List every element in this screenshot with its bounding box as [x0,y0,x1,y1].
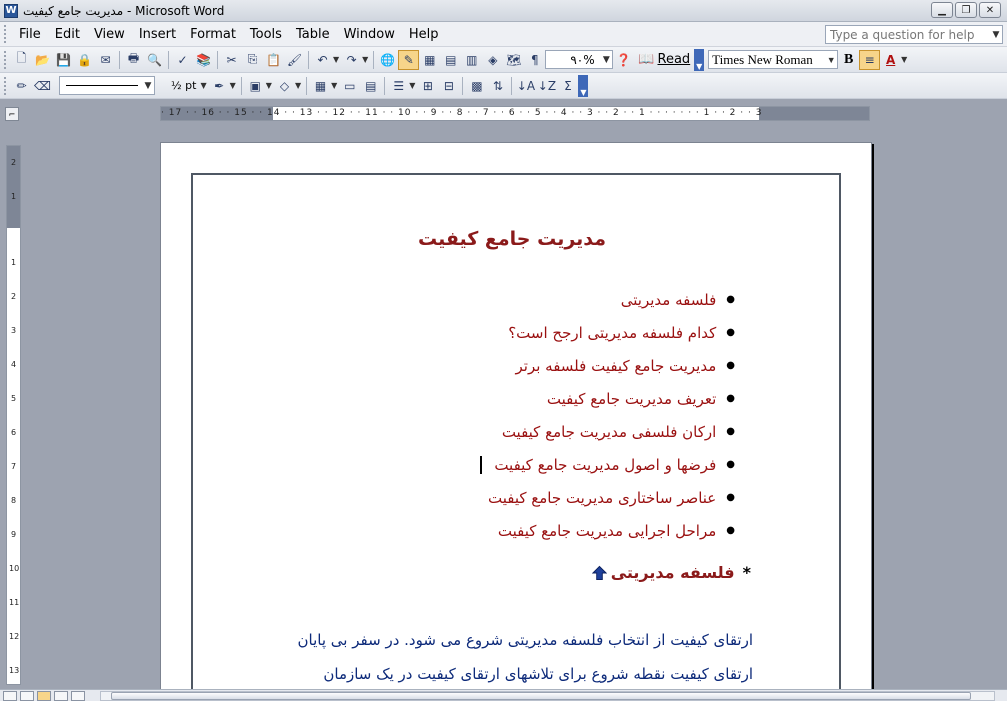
insert-table-button[interactable] [419,50,440,70]
list-item-text: فرضها و اصول مديريت جامع کيفيت [494,455,717,474]
list-item[interactable] [480,283,735,316]
print-layout-view-button[interactable] [37,691,51,701]
bullet-icon: ● [726,426,735,437]
bullet-list [480,283,735,547]
print-preview-button[interactable] [144,50,165,70]
insert-table-menu-button[interactable] [310,76,331,96]
email-icon: ✉ [100,52,111,67]
research-button[interactable] [193,50,214,70]
cut-button[interactable] [221,50,242,70]
bullet-icon: ● [726,525,735,536]
eraser-icon: ⌫ [34,78,51,93]
scrollbar-thumb[interactable] [111,692,971,700]
menu-format[interactable]: Format [190,26,236,42]
vruler-tick: 5 [10,394,17,403]
sort-descending-icon: ↓Z [537,78,557,93]
text-cursor [480,456,482,474]
vruler-tick: 11 [9,598,20,607]
chevron-down-icon[interactable]: ▼ [229,81,236,90]
table-icon: ▦ [314,78,327,93]
bold-button[interactable] [838,50,859,70]
chevron-down-icon[interactable]: ▼ [333,55,340,64]
paste-button[interactable] [263,50,284,70]
toolbar-grip[interactable] [4,51,8,69]
bullet-icon: ● [726,393,735,404]
list-item[interactable] [480,481,735,514]
vruler-tick: 9 [10,530,17,539]
list-item[interactable] [480,316,735,349]
toolbar-grip[interactable] [4,77,8,95]
copy-button[interactable] [242,50,263,70]
paint-bucket-icon: ◇ [279,78,290,93]
toolbar-separator [373,51,374,69]
chevron-down-icon[interactable]: ▼ [602,54,610,65]
list-item-text: عناصر ساختاری مديريت جامع کيفيت [488,488,717,507]
maximize-button[interactable] [955,2,977,18]
tab-stop-icon: ⌐ [8,109,16,119]
pencil-table-icon: ✎ [403,52,414,67]
toolbar-separator [217,51,218,69]
book-icon: 📖 [638,52,655,67]
section-heading[interactable] [592,563,751,582]
toolbar-separator [119,51,120,69]
chevron-down-icon[interactable]: ▼ [265,81,272,90]
print-button[interactable] [123,50,144,70]
merge-cells-button[interactable] [339,76,360,96]
sigma-icon: Σ [564,78,572,93]
undo-icon: ↶ [317,52,328,67]
list-item[interactable] [480,349,735,382]
eraser-button[interactable] [32,76,53,96]
document-map-icon: 🗺 [506,52,522,67]
bullet-icon: ● [726,360,735,371]
new-document-icon: 🗋 [16,51,27,65]
list-item[interactable] [480,514,735,547]
menu-insert[interactable]: Insert [138,26,177,42]
bold-icon: B [844,51,854,67]
drawing-button[interactable] [482,50,503,70]
toolbar-separator [306,77,307,95]
printer-icon: 🖶 [127,51,140,65]
section-heading-text: فلسفه مديريتی [610,563,735,582]
vruler-tick: 12 [9,632,20,641]
sort-descending-button[interactable] [536,76,557,96]
menu-grip[interactable] [4,25,8,43]
list-item-text: تعريف مديريت جامع کيفيت [546,389,717,408]
zoom-value: ٩٠% [570,52,595,67]
close-icon: ✕ [985,4,995,16]
toolbar-separator [308,51,309,69]
list-item-text: کدام فلسفه مديريتی ارجح است؟ [508,323,717,342]
borders-icon: ▣ [249,78,261,93]
split-cells-button[interactable] [360,76,381,96]
spreadsheet-icon: ▤ [445,52,457,67]
autoformat-button[interactable] [466,76,487,96]
tab-selector[interactable] [5,107,19,121]
redo-icon: ↷ [346,52,357,67]
window-title: مديريت جامع کيفيت - Microsoft Word [23,3,225,18]
menu-help[interactable]: Help [408,26,439,42]
table-autoformat-icon: ▩ [471,78,483,93]
menu-table[interactable]: Table [295,26,330,42]
vruler-tick: 1 [10,258,17,267]
help-placeholder: Type a question for help [830,27,975,42]
help-icon: ❓ [616,52,632,67]
chevron-down-icon: ▼ [696,61,703,71]
toolbar-separator [384,77,385,95]
distribute-columns-button[interactable] [438,76,459,96]
insert-excel-button[interactable] [440,50,461,70]
font-color-button[interactable] [880,50,901,70]
up-arrow-icon[interactable] [592,565,607,581]
paragraph-line[interactable]: ارتقای کيفيت از انتخاب فلسفه مديريتی شروع می شود. در سفر بی پايان [297,631,753,649]
vruler-tick: 2 [10,158,17,167]
vruler-tick: 4 [10,360,17,369]
save-button[interactable] [53,50,74,70]
distribute-columns-icon: ⊟ [443,78,454,93]
hyperlink-button[interactable] [377,50,398,70]
help-button[interactable] [613,50,634,70]
show-hide-button[interactable] [524,50,545,70]
chevron-down-icon[interactable]: ▼ [200,81,207,90]
align-right-button[interactable] [859,50,880,70]
folder-open-icon: 📂 [35,52,50,67]
pencil-icon: ✏ [16,78,27,93]
paragraph-line[interactable]: ارتقای کيفيت نقطه شروع برای تلاشهای ارتقای کيفيت در يک سازمان [323,665,753,683]
columns-button[interactable] [461,50,482,70]
permission-button[interactable] [74,50,95,70]
text-direction-icon: ⇅ [492,78,503,93]
chevron-down-icon[interactable]: ▼ [331,81,338,90]
vruler-tick: 7 [10,462,17,471]
document-title[interactable]: مديريت جامع کيفيت [417,228,607,250]
spellcheck-icon: ✓ [177,52,188,67]
chevron-down-icon[interactable]: ▼ [992,29,1000,40]
read-label: Read [657,52,691,67]
menu-view[interactable]: View [93,26,125,42]
chevron-down-icon: ▼ [580,87,587,97]
undo-button[interactable] [312,50,333,70]
research-icon: 📚 [196,52,211,67]
standard-toolbar [0,47,1007,73]
ruler-row [0,99,1007,129]
line-weight-select[interactable]: ½ pt [171,79,197,92]
menu-edit[interactable]: Edit [54,26,80,42]
font-color-icon: A [886,52,896,67]
tables-borders-toolbar [0,73,1007,99]
font-name-select[interactable] [708,50,838,69]
chevron-down-icon[interactable]: ▼ [826,54,836,65]
toolbar-separator [511,77,512,95]
pilcrow-icon: ¶ [530,52,539,67]
list-item-text: ارکان فلسفی مديريت جامع کيفيت [501,422,717,441]
document-map-button[interactable] [503,50,524,70]
vruler-tick: 1 [10,192,17,201]
align-right-icon: ≡ [864,52,875,67]
paste-icon: 📋 [266,52,281,67]
open-button[interactable] [32,50,53,70]
globe-link-icon: 🌐 [380,52,396,67]
bullet-icon: ● [726,327,735,338]
menu-bar [0,22,1007,47]
outline-view-button[interactable] [54,691,68,701]
chevron-down-icon[interactable]: ▼ [144,80,152,91]
permission-icon: 🔒 [77,52,92,67]
list-item-text: فلسفه مديريتی [620,290,717,309]
line-style-preview [66,85,138,86]
copy-icon: ⎘ [247,52,258,66]
merge-cells-icon: ▭ [344,78,356,93]
vertical-ruler[interactable] [6,145,21,685]
border-color-button[interactable] [209,76,230,96]
chevron-down-icon[interactable]: ▼ [362,55,369,64]
bullet-icon: ● [726,459,735,470]
distribute-rows-icon: ⊞ [422,78,433,93]
list-item[interactable] [480,382,735,415]
vruler-tick: 8 [10,496,17,505]
normal-view-button[interactable] [3,691,17,701]
list-item-text: مراحل اجرايی مديريت جامع کيفيت [497,521,717,540]
view-scroll-bar [0,689,1007,701]
restore-icon: ❐ [961,4,971,16]
print-preview-icon: 🔍 [147,52,162,67]
minimize-button[interactable] [931,2,953,18]
list-item[interactable] [480,448,735,481]
text-direction-button[interactable] [487,76,508,96]
vruler-tick: 13 [9,666,20,675]
ruler-ticks: · 17 · · 16 · · 15 · · 14 · · 13 · · 12 · · 11 · · 10 · · 9 · · 8 · · 7 · · 6 · · 5 · · 4 · · 3 · · 2 · · 1 · · · · · · · 1 · · 2 · · 3 [161,108,763,118]
draw-table-button[interactable] [11,76,32,96]
chevron-down-icon[interactable]: ▼ [409,81,416,90]
toolbar-options-button[interactable] [578,75,588,97]
word-app-icon[interactable]: W [5,5,17,16]
borders-button[interactable] [245,76,266,96]
distribute-rows-button[interactable] [417,76,438,96]
columns-icon: ▥ [466,52,478,67]
toolbar-separator [462,77,463,95]
sort-ascending-button[interactable] [515,76,536,96]
close-button[interactable] [979,2,1001,18]
minimize-icon: ▁ [938,4,946,16]
font-name-value: Times New Roman [712,51,813,67]
pen-color-icon: ✒ [214,78,225,93]
web-layout-view-button[interactable] [20,691,34,701]
scissors-icon: ✂ [226,52,237,67]
help-search-input[interactable] [825,25,1003,44]
menu-tools[interactable]: Tools [249,26,282,42]
align-cell-button[interactable] [388,76,409,96]
spelling-button[interactable] [172,50,193,70]
sort-ascending-icon: ↓A [516,78,536,93]
table-icon: ▦ [424,52,436,67]
save-icon: 💾 [56,52,71,67]
bullet-icon: ● [726,492,735,503]
horizontal-ruler[interactable] [160,106,870,121]
line-style-select[interactable] [59,76,155,95]
section-star: * [742,563,751,582]
shading-button[interactable] [274,76,295,96]
chevron-down-icon[interactable]: ▼ [901,55,908,64]
list-item-text: مديريت جامع کيفيت فلسفه برتر [515,356,717,375]
vruler-tick: 10 [9,564,20,573]
brush-icon: 🖌 [286,52,303,67]
tables-borders-button[interactable] [398,50,419,70]
toolbar-options-button[interactable] [694,49,704,71]
reading-layout-view-button[interactable] [71,691,85,701]
title-bar [0,0,1007,22]
bullet-icon: ● [726,294,735,305]
menu-file[interactable]: File [19,26,41,42]
menu-window[interactable]: Window [343,26,395,42]
horizontal-scrollbar[interactable] [100,691,995,701]
list-item[interactable] [480,415,735,448]
format-painter-button[interactable] [284,50,305,70]
vruler-tick: 2 [10,292,17,301]
autosum-button[interactable] [557,76,578,96]
align-top-icon: ☰ [393,78,405,93]
redo-button[interactable] [341,50,362,70]
email-button[interactable] [95,50,116,70]
vruler-tick: 3 [10,326,17,335]
toolbar-separator [168,51,169,69]
split-cells-icon: ▤ [365,78,377,93]
vruler-tick: 6 [10,428,17,437]
toolbar-separator [241,77,242,95]
document-page[interactable] [160,142,872,701]
read-button[interactable] [634,50,694,70]
new-document-button[interactable] [11,50,32,70]
chevron-down-icon[interactable]: ▼ [294,81,302,90]
drawing-icon: ◈ [488,52,498,67]
zoom-select[interactable] [545,50,613,69]
